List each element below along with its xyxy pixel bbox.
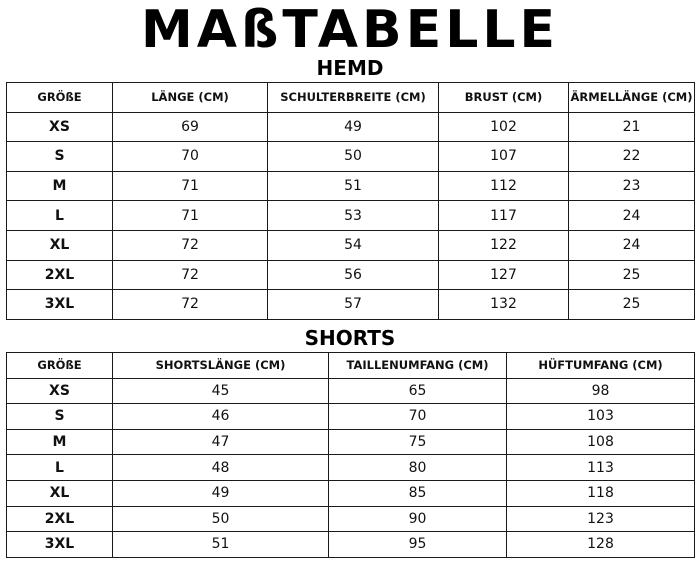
table-cell: 70 <box>329 404 507 430</box>
table-cell: 98 <box>507 378 695 404</box>
table-row <box>7 532 695 558</box>
column-header: BRUST (CM) <box>439 83 569 113</box>
table-cell: 70 <box>113 142 268 172</box>
table-cell: 128 <box>507 532 695 558</box>
table-cell: 71 <box>113 171 268 201</box>
size-cell: M <box>7 429 113 455</box>
table-cell: 112 <box>439 171 569 201</box>
size-cell: L <box>7 201 113 231</box>
table-row <box>7 142 695 172</box>
table-row <box>7 171 695 201</box>
column-header: HÜFTUMFANG (CM) <box>507 353 695 379</box>
size-cell: L <box>7 455 113 481</box>
table-cell: 90 <box>329 506 507 532</box>
column-header: ÄRMELLÄNGE (CM) <box>569 83 695 113</box>
table-cell: 25 <box>569 290 695 320</box>
size-cell: 2XL <box>7 506 113 532</box>
size-cell: S <box>7 142 113 172</box>
table-cell: 23 <box>569 171 695 201</box>
column-header: SHORTSLÄNGE (CM) <box>113 353 329 379</box>
table-cell: 50 <box>113 506 329 532</box>
table-cell: 72 <box>113 260 268 290</box>
table-cell: 57 <box>268 290 439 320</box>
table-row <box>7 429 695 455</box>
size-cell: 3XL <box>7 532 113 558</box>
table-cell: 65 <box>329 378 507 404</box>
size-cell: S <box>7 404 113 430</box>
table-cell: 71 <box>113 201 268 231</box>
table-cell: 21 <box>569 112 695 142</box>
table-cell: 51 <box>113 532 329 558</box>
table-cell: 51 <box>268 171 439 201</box>
section-title-shorts: SHORTS <box>304 326 396 350</box>
table-row <box>7 290 695 320</box>
table-cell: 95 <box>329 532 507 558</box>
table-cell: 25 <box>569 260 695 290</box>
table-cell: 24 <box>569 201 695 231</box>
table-cell: 72 <box>113 290 268 320</box>
table-row <box>7 112 695 142</box>
table-row <box>7 260 695 290</box>
column-header: GRÖßE <box>7 83 113 113</box>
table-cell: 118 <box>507 480 695 506</box>
size-cell: M <box>7 171 113 201</box>
table-cell: 123 <box>507 506 695 532</box>
table-cell: 53 <box>268 201 439 231</box>
table-header-row <box>7 83 695 113</box>
section-title-hemd: HEMD <box>316 56 384 80</box>
table-header-row <box>7 353 695 379</box>
table-cell: 24 <box>569 230 695 260</box>
column-header: LÄNGE (CM) <box>113 83 268 113</box>
size-cell: 2XL <box>7 260 113 290</box>
table-cell: 132 <box>439 290 569 320</box>
size-cell: 3XL <box>7 290 113 320</box>
table-cell: 46 <box>113 404 329 430</box>
table-cell: 45 <box>113 378 329 404</box>
table-cell: 56 <box>268 260 439 290</box>
table-cell: 72 <box>113 230 268 260</box>
table-cell: 54 <box>268 230 439 260</box>
table-cell: 50 <box>268 142 439 172</box>
table-cell: 75 <box>329 429 507 455</box>
table-cell: 49 <box>268 112 439 142</box>
column-header: GRÖßE <box>7 353 113 379</box>
table-cell: 108 <box>507 429 695 455</box>
table-cell: 69 <box>113 112 268 142</box>
table-cell: 22 <box>569 142 695 172</box>
column-header: TAILLENUMFANG (CM) <box>329 353 507 379</box>
table-cell: 103 <box>507 404 695 430</box>
hemd-size-table <box>6 82 695 320</box>
table-cell: 102 <box>439 112 569 142</box>
table-row <box>7 506 695 532</box>
size-cell: XS <box>7 112 113 142</box>
table-cell: 47 <box>113 429 329 455</box>
size-cell: XS <box>7 378 113 404</box>
table-cell: 80 <box>329 455 507 481</box>
size-cell: XL <box>7 230 113 260</box>
table-cell: 49 <box>113 480 329 506</box>
column-header: SCHULTERBREITE (CM) <box>268 83 439 113</box>
page-title: MAßTABELLE <box>140 0 559 60</box>
table-row <box>7 201 695 231</box>
table-cell: 117 <box>439 201 569 231</box>
table-cell: 113 <box>507 455 695 481</box>
table-row <box>7 404 695 430</box>
table-cell: 85 <box>329 480 507 506</box>
table-cell: 107 <box>439 142 569 172</box>
table-cell: 48 <box>113 455 329 481</box>
size-cell: XL <box>7 480 113 506</box>
table-row <box>7 230 695 260</box>
table-row <box>7 455 695 481</box>
shorts-size-table <box>6 352 695 558</box>
table-cell: 122 <box>439 230 569 260</box>
table-row <box>7 378 695 404</box>
table-row <box>7 480 695 506</box>
table-cell: 127 <box>439 260 569 290</box>
